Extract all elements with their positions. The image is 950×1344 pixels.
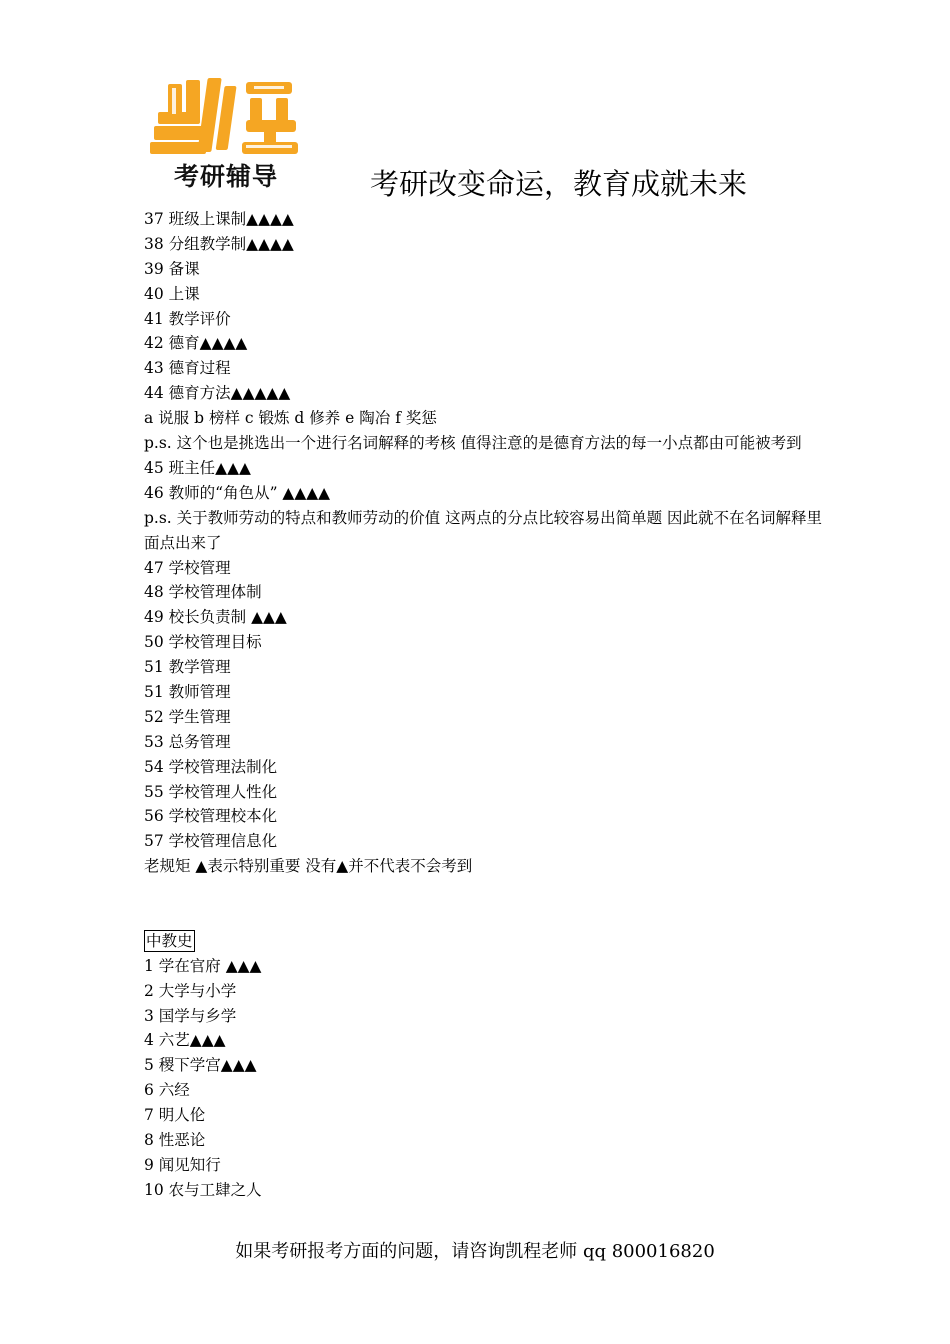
term-line: 10 农与工肆之人 — [144, 1180, 262, 1199]
term-line: 4 六艺▲▲▲ — [144, 1031, 226, 1050]
term-line: 52 学生管理 — [144, 707, 231, 726]
term-line: 8 性恶论 — [144, 1131, 206, 1150]
term-line: 3 国学与乡学 — [144, 1006, 237, 1025]
section-title: 中教史 — [146, 931, 193, 950]
term-line: 51 教师管理 — [144, 682, 231, 701]
term-line: 45 班主任▲▲▲ — [144, 458, 251, 477]
term-line: 40 上课 — [144, 284, 200, 303]
term-line: 49 校长负责制 ▲▲▲ — [144, 608, 287, 627]
term-line: 55 学校管理人性化 — [144, 782, 278, 801]
term-line: 37 班级上课制▲▲▲▲ — [144, 210, 294, 228]
note-paragraph: p.s. 这个也是挑选出一个进行名词解释的考核 值得注意的是德育方法的每一小点都由可能被考到 — [144, 434, 802, 453]
term-line: 57 学校管理信息化 — [144, 832, 278, 851]
term-line: 2 大学与小学 — [144, 981, 237, 1000]
term-line: 53 总务管理 — [144, 732, 231, 751]
term-line: 56 学校管理校本化 — [144, 807, 278, 826]
term-line: 46 教师的“角色从” ▲▲▲▲ — [144, 483, 331, 502]
page-footer: 如果考研报考方面的问题，请咨询凯程老师 qq 800016820 — [235, 1241, 715, 1262]
term-line: 54 学校管理法制化 — [144, 757, 278, 776]
term-line: 39 备课 — [144, 259, 200, 278]
term-line: 51 教学管理 — [144, 658, 231, 677]
section-heading-row — [144, 929, 824, 954]
term-line: 9 闻见知行 — [144, 1155, 221, 1174]
section-spacer — [144, 879, 824, 929]
term-line: 42 德育▲▲▲▲ — [144, 334, 248, 353]
kaicheng-logo — [150, 76, 300, 196]
note-paragraph: p.s. 关于教师劳动的特点和教师劳动的价值 这两点的分点比较容易出简单题 因此就不在名词解释里面点出来了 — [144, 508, 823, 552]
legend-note: 老规矩 ▲表示特别重要 没有▲并不代表不会考到 — [144, 857, 473, 876]
term-line: 6 六经 — [144, 1081, 190, 1100]
term-line: 50 学校管理目标 — [144, 633, 262, 652]
term-line: 5 稷下学宫▲▲▲ — [144, 1056, 257, 1075]
logo-subtitle: 考研辅导 — [173, 162, 278, 191]
term-line: 1 学在官府 ▲▲▲ — [144, 956, 262, 975]
term-line: 7 明人伦 — [144, 1106, 206, 1125]
term-line: 43 德育过程 — [144, 359, 231, 378]
term-line: 47 学校管理 — [144, 558, 231, 577]
term-line: 48 学校管理体制 — [144, 583, 262, 602]
document-body — [144, 207, 824, 1203]
term-line: 38 分组教学制▲▲▲▲ — [144, 234, 294, 253]
method-list-line: a 说服 b 榜样 c 锻炼 d 修养 e 陶冶 f 奖惩 — [144, 409, 437, 428]
term-line: 44 德育方法▲▲▲▲▲ — [144, 384, 291, 403]
slogan: 考研改变命运，教育成就未来 — [370, 167, 748, 201]
kaicheng-logo-mark — [150, 76, 300, 160]
term-line: 41 教学评价 — [144, 309, 231, 328]
